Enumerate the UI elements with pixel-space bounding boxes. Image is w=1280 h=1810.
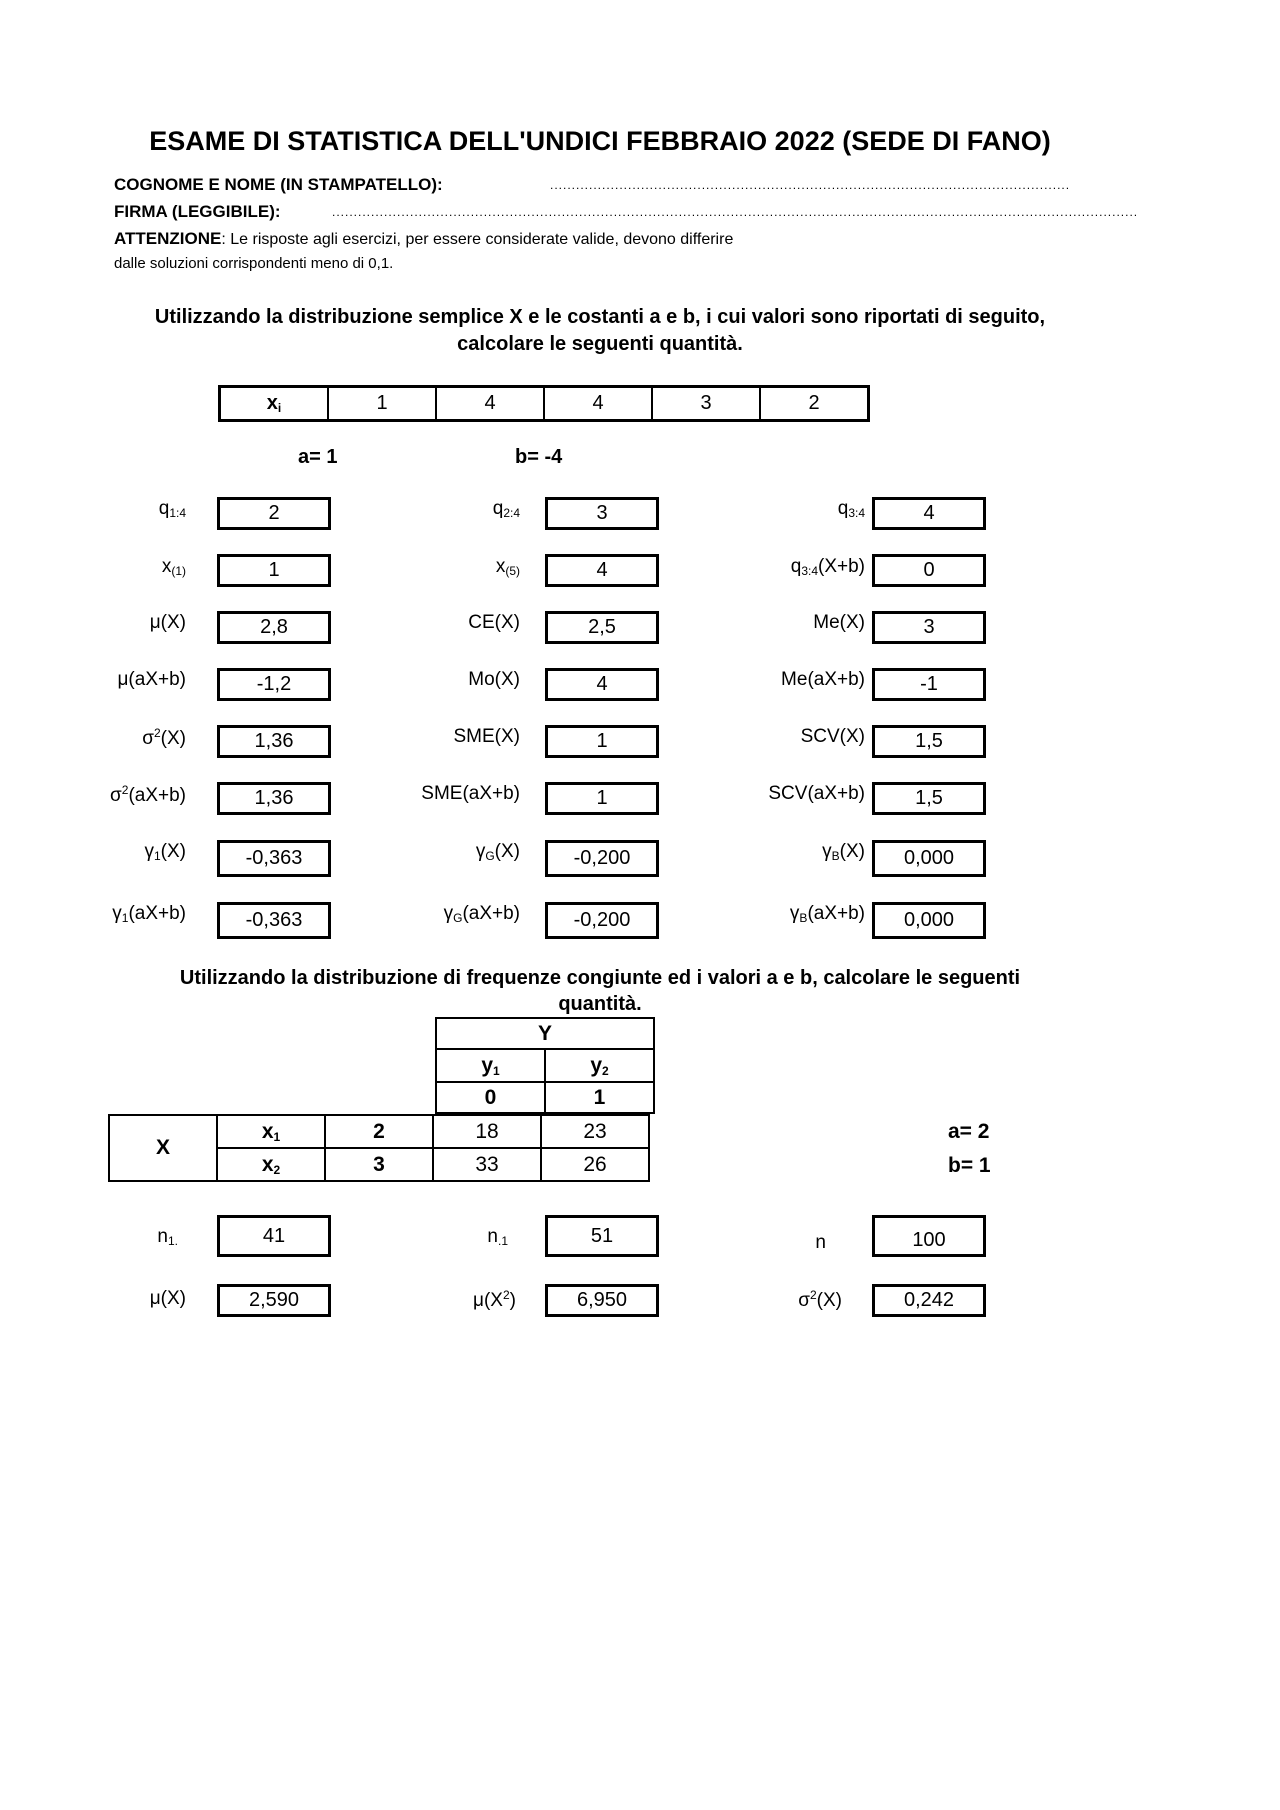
- result-label: $\gamma_B(aX+b)$: [789, 903, 865, 925]
- result-value-box[interactable]: -0,200: [545, 840, 659, 877]
- signature-field-line[interactable]: ..........................................................................................................................................................................................: [332, 205, 1139, 219]
- var-value[interactable]: 0,242: [872, 1284, 986, 1317]
- result-label: $\gamma_B(X)$: [822, 841, 865, 863]
- constant-b-2: b= 1: [948, 1154, 991, 1177]
- mu-value[interactable]: 2,590: [217, 1284, 331, 1317]
- result-label: $q_{3:4}$: [837, 498, 865, 520]
- result-value-box[interactable]: 3: [872, 611, 986, 644]
- var-label: $\sigma^2(X)$: [798, 1288, 842, 1311]
- result-value-box[interactable]: 4: [545, 554, 659, 587]
- result-value-box[interactable]: 4: [545, 668, 659, 701]
- result-label: Me(X): [813, 612, 865, 633]
- result-value-box[interactable]: 0,000: [872, 902, 986, 939]
- xi-header: $x_i$: [220, 387, 329, 421]
- y1-value: 0: [436, 1082, 545, 1113]
- result-label: Me(aX+b): [781, 669, 865, 690]
- result-label: μ(aX+b): [117, 669, 186, 690]
- result-label: SME(aX+b): [421, 783, 520, 804]
- result-value-box[interactable]: 1: [545, 782, 659, 815]
- y2-value: 1: [545, 1082, 654, 1113]
- signature-label: FIRMA (LEGGIBILE):: [114, 202, 281, 221]
- result-label: SME(X): [453, 726, 520, 747]
- attention-text-2: dalle soluzioni corrispondenti meno di 0,1.: [114, 255, 394, 272]
- mu-label: μ(X): [149, 1288, 186, 1309]
- attention-text-1: : Le risposte agli esercizi, per essere considerate valide, devono differire: [221, 231, 734, 248]
- y2-label: $y_2$: [545, 1049, 654, 1082]
- result-label: CE(X): [468, 612, 520, 633]
- constant-a: a= 1: [298, 446, 338, 468]
- page-title: ESAME DI STATISTICA DELL'UNDICI FEBBRAIO 2022 (SEDE DI FANO): [149, 126, 1051, 156]
- section1-instruction-2: calcolare le seguenti quantità.: [457, 333, 743, 355]
- mu2-label: $\mu(X^2)$: [473, 1288, 516, 1311]
- result-label: $x_{(5)}$: [495, 556, 520, 578]
- freq-cell: 26: [541, 1148, 649, 1181]
- xi-value: 1: [328, 387, 436, 421]
- result-value-box[interactable]: 2: [217, 497, 331, 530]
- result-value-box[interactable]: 1: [217, 554, 331, 587]
- result-label: SCV(X): [800, 726, 865, 747]
- freq-cell: 23: [541, 1115, 649, 1148]
- result-value-box[interactable]: 1: [545, 725, 659, 758]
- result-label: $q_{3:4}(X+b)$: [790, 556, 865, 578]
- name-field-line[interactable]: ........................................................................................................................: [550, 178, 1071, 192]
- result-value-box[interactable]: -1: [872, 668, 986, 701]
- xi-value: 3: [652, 387, 760, 421]
- result-label: Mo(X): [468, 669, 520, 690]
- result-value-box[interactable]: -0,363: [217, 840, 331, 877]
- constant-a-2: a= 2: [948, 1120, 990, 1143]
- section2-instruction-1: Utilizzando la distribuzione di frequenze congiunte ed i valori a e b, calcolare le seguenti: [179, 967, 1021, 989]
- result-value-box[interactable]: -0,363: [217, 902, 331, 939]
- result-value-box[interactable]: 4: [872, 497, 986, 530]
- x-label: X: [109, 1115, 217, 1181]
- x2-value: 3: [325, 1148, 433, 1181]
- ndot1-label: $n_{.1}$: [487, 1226, 508, 1248]
- result-label: SCV(aX+b): [768, 783, 865, 804]
- result-label: $\gamma_G(aX+b)$: [443, 903, 520, 925]
- result-label: $\gamma_1(X)$: [144, 841, 186, 863]
- result-label: $x_{(1)}$: [161, 556, 186, 578]
- joint-table-body: [108, 1114, 650, 1182]
- result-label: μ(X): [149, 612, 186, 633]
- section1-instruction-1: Utilizzando la distribuzione semplice X e le costanti a e b, i cui valori sono riportati di seguito,: [154, 306, 1046, 328]
- result-label: $q_{1:4}$: [158, 498, 186, 520]
- result-value-box[interactable]: 1,5: [872, 782, 986, 815]
- x2-label: $x_2$: [217, 1148, 325, 1181]
- xi-value: 4: [436, 387, 544, 421]
- result-value-box[interactable]: 2,5: [545, 611, 659, 644]
- x1-label: $x_1$: [217, 1115, 325, 1148]
- result-value-box[interactable]: 0: [872, 554, 986, 587]
- result-label: $\sigma^2(X)$: [142, 726, 186, 749]
- result-label: $q_{2:4}$: [492, 498, 520, 520]
- xi-value: 2: [760, 387, 869, 421]
- ndot1-value[interactable]: 51: [545, 1215, 659, 1257]
- result-label: $\gamma_G(X)$: [475, 841, 520, 863]
- result-value-box[interactable]: -0,200: [545, 902, 659, 939]
- result-value-box[interactable]: 1,36: [217, 725, 331, 758]
- result-value-box[interactable]: 1,36: [217, 782, 331, 815]
- y1-label: $y_1$: [436, 1049, 545, 1082]
- n-value[interactable]: 100: [872, 1215, 986, 1257]
- name-label: COGNOME E NOME (IN STAMPATELLO):: [114, 175, 443, 194]
- result-value-box[interactable]: 1,5: [872, 725, 986, 758]
- section2-instruction-2: quantità.: [558, 993, 642, 1015]
- constant-b: b= -4: [515, 446, 563, 468]
- result-value-box[interactable]: -1,2: [217, 668, 331, 701]
- n-label: n: [815, 1232, 826, 1253]
- result-value-box[interactable]: 2,8: [217, 611, 331, 644]
- attention-note: [114, 229, 733, 249]
- x1-value: 2: [325, 1115, 433, 1148]
- mu2-value[interactable]: 6,950: [545, 1284, 659, 1317]
- result-value-box[interactable]: 0,000: [872, 840, 986, 877]
- n1dot-label: $n_{1.}$: [157, 1226, 178, 1248]
- freq-cell: 33: [433, 1148, 541, 1181]
- attention-label: ATTENZIONE: [114, 229, 222, 248]
- freq-cell: 18: [433, 1115, 541, 1148]
- xi-value: 4: [544, 387, 652, 421]
- result-label: $\sigma^2(aX+b)$: [110, 783, 186, 806]
- y-label: Y: [436, 1018, 654, 1049]
- xi-table: [218, 385, 870, 422]
- joint-table-header: [435, 1017, 655, 1114]
- result-value-box[interactable]: 3: [545, 497, 659, 530]
- result-label: $\gamma_1(aX+b)$: [112, 903, 186, 925]
- n1dot-value[interactable]: 41: [217, 1215, 331, 1257]
